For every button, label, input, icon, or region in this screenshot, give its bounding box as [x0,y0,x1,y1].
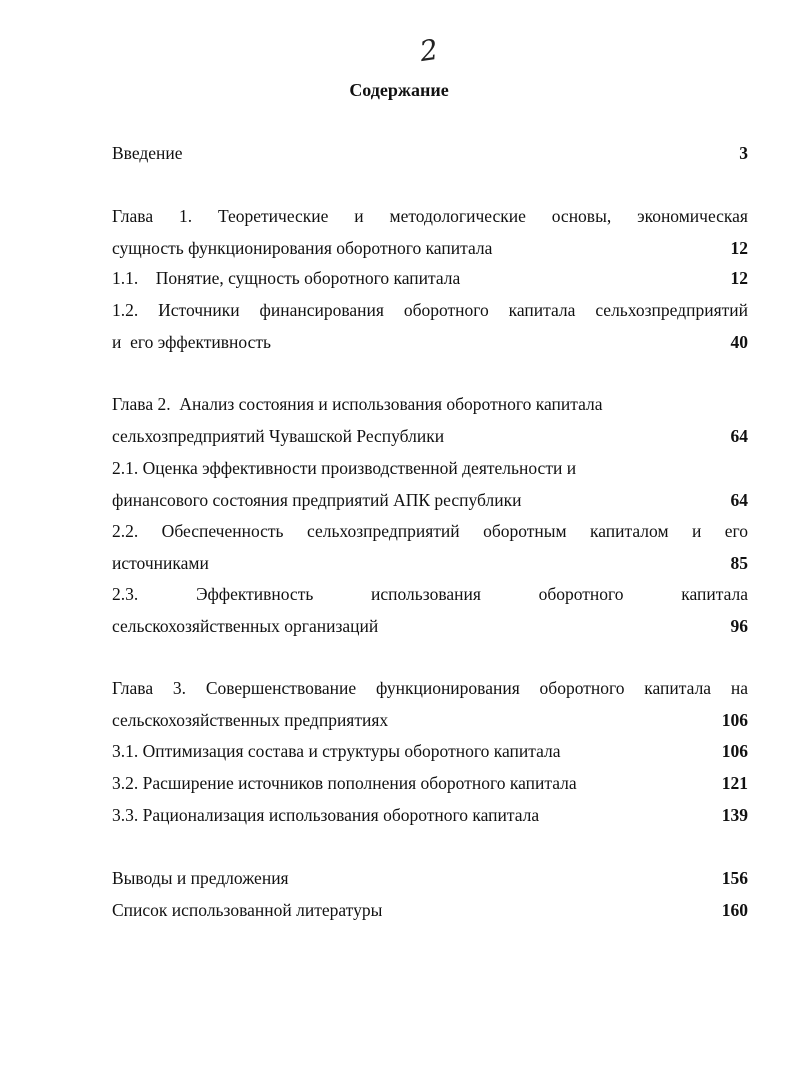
toc-entry-page: 12 [730,238,748,258]
toc-entry-1-2 [112,294,748,358]
toc-entry-text: сущность функционирования оборотного капитала [112,238,493,258]
toc-entry-intro [112,137,748,169]
toc-entry-page: 106 [721,741,748,761]
toc-entry-2-3 [112,578,748,642]
handwritten-page-number [418,33,440,68]
toc-entry-3-3 [112,799,748,831]
toc-entry-references [112,894,748,926]
toc-entry-text: 2.3. Эффективность использования оборотного капитала [112,584,748,604]
toc-entry-3-1 [112,735,748,767]
toc-entry-text: сельскохозяйственных предприятиях [112,710,389,730]
toc-entry-text: Глава 3. Совершенствование функционирования оборотного капитала на [112,678,748,698]
toc-entry-3-2 [112,767,748,799]
toc-entry-text: Выводы и предложения [112,868,289,888]
toc-entry-page: 40 [730,332,748,352]
toc-entry-text: Список использованной литературы [112,900,383,920]
toc-entry-page: 139 [721,805,748,825]
toc-entry-text: Введение [112,143,183,163]
toc-entry-page: 156 [721,868,748,888]
toc-entry-text: 3.2. Расширение источников пополнения оборотного капитала [112,773,577,793]
toc-entry-text: 1.2. Источники финансирования оборотного капитала сельхозпредприятий [112,300,748,320]
toc-entry-page: 85 [730,553,748,573]
page-number-digit: 2 [417,32,441,69]
toc-entry-2-1 [112,452,748,516]
toc-entry-text: сельхозпредприятий Чувашской Республики [112,426,445,446]
toc-entry-text: 2.2. Обеспеченность сельхозпредприятий оборотным капиталом и его [112,521,748,541]
toc-entry-page: 121 [721,773,748,793]
toc-entry-page: 160 [721,900,748,920]
toc-entry-page: 12 [730,268,748,288]
toc-entry-text: 1.1. Понятие, сущность оборотного капитала [112,268,461,288]
toc-entry-2-2 [112,515,748,579]
toc-entry-text: и его эффективность [112,332,271,352]
toc-entry-page: 96 [730,616,748,636]
toc-entry-page: 64 [730,426,748,446]
toc-entry-chapter-1 [112,200,748,264]
toc-entry-conclusions [112,862,748,894]
toc-entry-page: 3 [739,143,748,163]
toc-entry-text: 3.1. Оптимизация состава и структуры оборотного капитала [112,741,561,761]
toc-entry-text: источниками [112,553,209,573]
toc-entry-1-1 [112,262,748,294]
toc-entry-text: Глава 1. Теоретические и методологические основы, экономическая [112,206,748,226]
toc-title: Содержание [349,80,449,100]
toc-entry-text: Глава 2. Анализ состояния и использования оборотного капитала [112,394,603,414]
toc-entry-text: 3.3. Рационализация использования оборотного капитала [112,805,540,825]
toc-entry-page: 106 [721,710,748,730]
toc-entry-text: финансового состояния предприятий АПК республики [112,490,522,510]
toc-entry-text: 2.1. Оценка эффективности производственной деятельности и [112,458,577,478]
toc-entry-chapter-2 [112,388,748,452]
toc-entry-page: 64 [730,490,748,510]
toc-entry-chapter-3 [112,672,748,736]
toc-entry-text: сельскохозяйственных организаций [112,616,379,636]
